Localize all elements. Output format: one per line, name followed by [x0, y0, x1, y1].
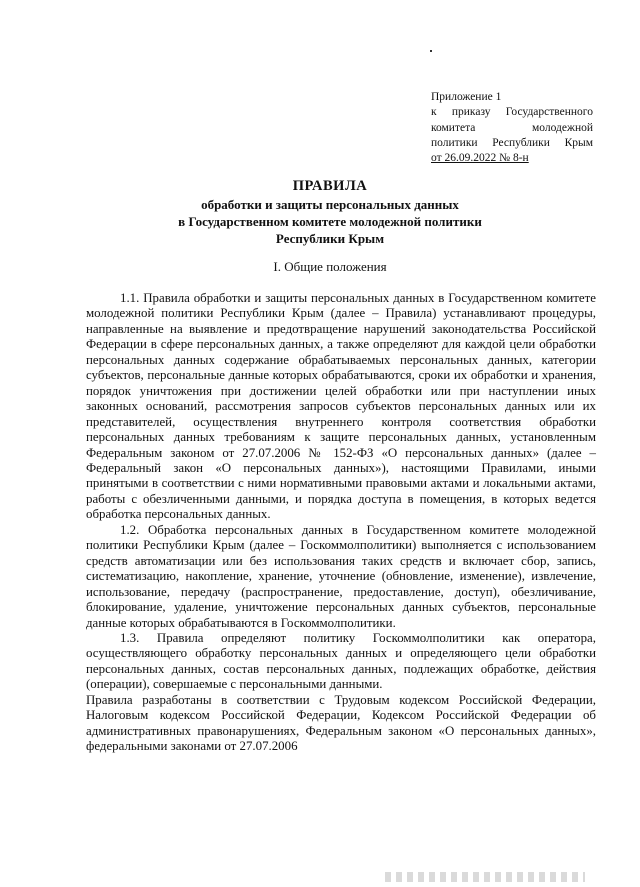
appendix-line-5: от 26.09.2022 № 8-н: [431, 152, 529, 165]
paragraph-1-1: 1.1. Правила обработки и защиты персональных данных в Государственном комитете молодежной политики Республики Крым (далее – Правила) устанавливают процедуры, направленные на выявление и предотвращение нарушений законодательства Российской Федерации в сфере персональных данных, а также определяют для каждой цели обработки персональных данных содержание обрабатываемых персональных данных, категории субъектов, персональные данные которых обрабатываются, сроки их обработки и хранения, порядок уничтожения при достижении целей обработки или при наступлении иных законных оснований, рассмотрения запросов субъектов персональных данных или их представителей, осуществления внутреннего контроля соответствия обработки персональных данных требованиям к защите персональных данных, установленным Федеральным законом от 27.07.2006 № 152-ФЗ «О персональных данных» (далее – Федеральный закон «О персональных данных»), настоящими Правилами, иными принятыми в соответствии с ними нормативными правовыми актами и локальными актами, работы с обезличенными данными, и порядка доступа в помещения, в которых ведется обработка персональных данных.: [86, 291, 596, 522]
scan-artifact: [385, 872, 585, 882]
document-body: [86, 291, 596, 755]
title-sub-3: Республики Крым: [275, 231, 385, 246]
appendix-line-1: Приложение 1: [431, 91, 502, 103]
document-title: [80, 177, 580, 247]
paragraph-1-2: 1.2. Обработка персональных данных в Государственном комитете молодежной политики Республики Крым (далее – Госкоммолполитики) выполняется с использованием средств автоматизации или без использования таких средств и включает сбор, запись, систематизацию, накопление, хранение, уточнение (обновление, изменение), извлечение, использование, передачу (распространение, предоставление, доступ), обезличивание, блокирование, удаление, уничтожение персональных данных субъектов, персональные данные которых обрабатываются в Госкоммолполитики.: [86, 522, 596, 630]
appendix-line-2: к приказу Государственного: [431, 106, 593, 119]
title-sub-2: в Государственном комитете молодежной политики: [178, 214, 482, 229]
appendix-note: [431, 90, 593, 166]
appendix-line-4: политики Республики Крым: [431, 136, 593, 149]
paragraph-1-3: 1.3. Правила определяют политику Госкоммолполитики как оператора, осуществляющего обработку персональных данных и определяющего цели обработки персональных данных, состав персональных данных, подлежащих обработке, действия (операции), совершаемые с персональными данными.: [86, 630, 596, 692]
appendix-line-3: комитета молодежной: [431, 121, 593, 134]
title-sub-1: обработки и защиты персональных данных: [201, 197, 459, 212]
paragraph-legal-basis: Правила разработаны в соответствии с Трудовым кодексом Российской Федерации, Налоговым кодексом Российской Федерации, Кодексом Российской Федерации об административных правонарушениях, Федеральным законом «О персональных данных», федеральными законами от 27.07.2006: [86, 692, 596, 754]
section-heading: I. Общие положения: [273, 259, 387, 274]
scan-dot: [430, 50, 432, 52]
title-main: ПРАВИЛА: [292, 178, 368, 194]
